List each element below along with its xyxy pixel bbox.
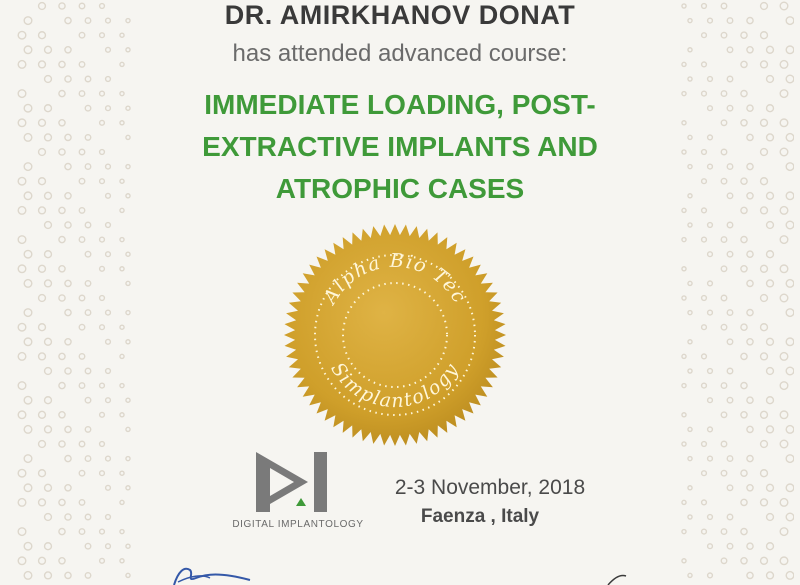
attendance-statement: has attended advanced course:: [232, 40, 568, 67]
seal-bottom-text: Simplantology: [326, 358, 464, 413]
decorative-dot-pattern-right: [676, 0, 794, 585]
digital-implantology-logo-text: DIGITAL IMPLANTOLOGY: [232, 519, 364, 530]
signature-right: [600, 568, 640, 585]
course-title: [150, 84, 650, 210]
decorative-dot-pattern-left: [14, 0, 132, 585]
course-title-line-3: ATROPHIC CASES: [275, 173, 525, 204]
gold-seal-emblem: [283, 223, 507, 447]
event-dates: 2-3 November, 2018: [394, 476, 586, 499]
seal-top-text: Alpha Bio Tec: [319, 249, 471, 308]
course-title-line-2: EXTRACTIVE IMPLANTS AND: [202, 131, 598, 162]
recipient-name: DR. AMIRKHANOV DONAT: [224, 0, 576, 30]
course-title-line-1: IMMEDIATE LOADING, POST-: [204, 89, 596, 120]
signature-left: [160, 560, 280, 585]
digital-implantology-logo-icon: [252, 450, 334, 514]
event-location: Faenza , Italy: [420, 506, 540, 527]
